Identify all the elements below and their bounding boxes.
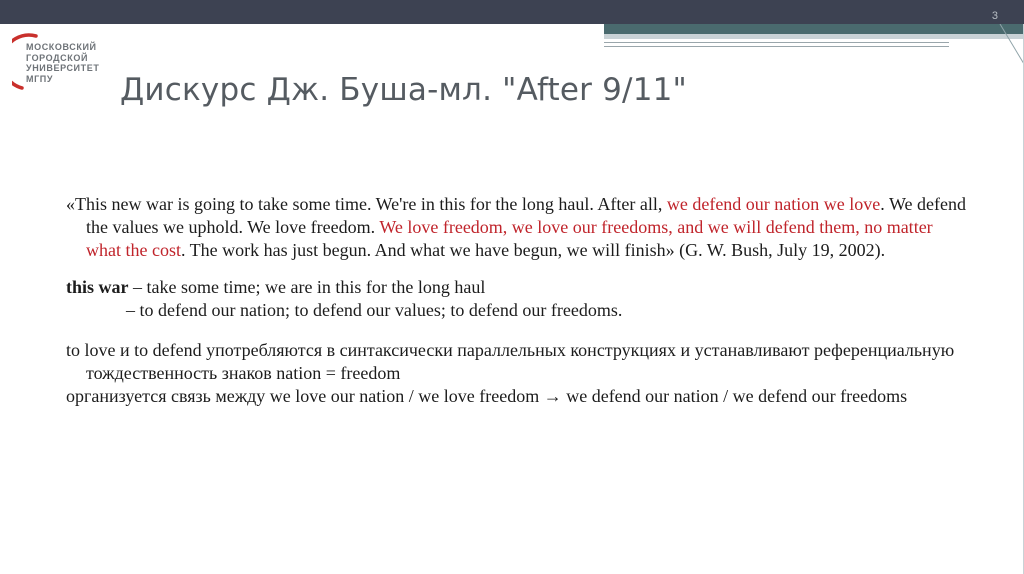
header-decoration xyxy=(604,24,1024,50)
page-number: 3 xyxy=(991,10,998,22)
top-bar xyxy=(0,0,1024,24)
logo-line-3: УНИВЕРСИТЕТ xyxy=(26,63,100,73)
university-logo xyxy=(12,28,112,98)
logo-line-1: МОСКОВСКИЙ xyxy=(26,42,97,52)
note-parallel-constructions: to love и to defend употребляются в синтаксически параллельных конструкциях и устанавливают референциальную тождественность знаков nation = freedom xyxy=(66,340,955,383)
logo-line-2: ГОРОДСКОЙ xyxy=(26,52,89,63)
right-edge-decoration xyxy=(998,24,1024,574)
highlight-love-freedoms: We love freedom, we love our freedoms, and we will defend them, no matter what the cost xyxy=(86,217,933,260)
logo-line-4: МГПУ xyxy=(26,73,54,84)
term-this-war: this war xyxy=(66,277,129,297)
analysis-line-1: this war – take some time; we are in this for the long haul xyxy=(66,277,486,297)
slide-body xyxy=(66,193,966,408)
analysis-line-2: – to defend our nation; to defend our values; to defend our freedoms. xyxy=(126,300,623,320)
highlight-defend-nation: we defend our nation we love xyxy=(666,194,881,214)
note-connection: организуется связь между we love our nation / we love freedom → we defend our nation / we defend our freedoms xyxy=(66,386,908,406)
slide-title: Дискурс Дж. Буша-мл. "After 9/11" xyxy=(120,72,688,108)
bush-quote: «This new war is going to take some time. We're in this for the long haul. After all, we defend our nation we love. We defend the values we uphold. We love freedom. We love freedom, we love our freedoms, and we will defend them, no matter what the cost. The work has just begun. And what we have begun, we will finish» (G. W. Bush, July 19, 2002). xyxy=(66,194,966,260)
